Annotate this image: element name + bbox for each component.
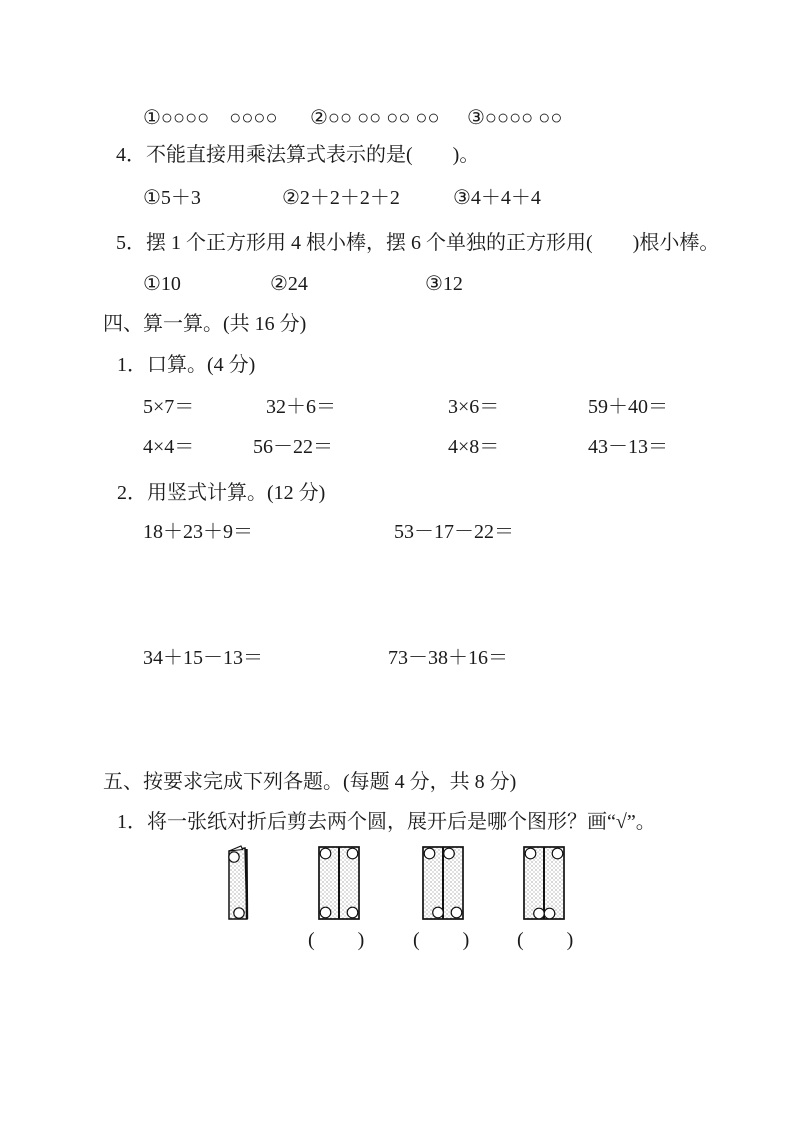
figure-unfolded-circles-staggered (422, 845, 464, 927)
oral-calc-title: 1．口算。(4 分) (117, 354, 256, 376)
section5-q1-stem: 1．将一张纸对折后剪去两个圆，展开后是哪个图形？画“√”。 (117, 811, 656, 833)
q5-option-2: ②24 (270, 273, 308, 295)
q4-option-2: ②2＋2＋2＋2 (282, 187, 400, 209)
q3-option-2: ②○○ ○○ ○○ ○○ (310, 107, 440, 129)
figure-folded-paper-two-circles-cut (226, 845, 250, 927)
oral-expr: 59＋40＝ (588, 396, 668, 418)
answer-blank: ( ) (413, 929, 471, 951)
q3-option-1: ①○○○○ ○○○○ (143, 107, 278, 129)
oral-expr: 5×7＝ (143, 396, 195, 418)
q3-option-3: ③○○○○ ○○ (467, 107, 563, 129)
figure-unfolded-circles-four-corners (318, 845, 360, 927)
vertical-expr: 53－17－22＝ (394, 521, 514, 543)
oral-expr: 32＋6＝ (266, 396, 336, 418)
vertical-calc-title: 2．用竖式计算。(12 分) (117, 482, 326, 504)
figure-unfolded-circles-top-corners-bottom-center (523, 845, 565, 927)
vertical-expr: 18＋23＋9＝ (143, 521, 253, 543)
section5-title: 五、按要求完成下列各题。(每题 4 分，共 8 分) (103, 771, 517, 793)
oral-expr: 3×6＝ (448, 396, 500, 418)
q4-option-1: ①5＋3 (143, 187, 201, 209)
q4-option-3: ③4＋4＋4 (453, 187, 541, 209)
q5-option-3: ③12 (425, 273, 463, 295)
oral-expr: 4×8＝ (448, 436, 500, 458)
oral-expr: 43－13＝ (588, 436, 668, 458)
answer-blank: ( ) (308, 929, 366, 951)
q4-stem: 4．不能直接用乘法算式表示的是( )。 (116, 144, 480, 166)
answer-blank: ( ) (517, 929, 575, 951)
vertical-expr: 73－38＋16＝ (388, 647, 508, 669)
vertical-expr: 34＋15－13＝ (143, 647, 263, 669)
q5-stem: 5．摆 1 个正方形用 4 根小棒，摆 6 个单独的正方形用( )根小棒。 (116, 232, 720, 254)
oral-expr: 4×4＝ (143, 436, 195, 458)
section4-title: 四、算一算。(共 16 分) (103, 313, 307, 335)
oral-expr: 56－22＝ (253, 436, 333, 458)
q5-option-1: ①10 (143, 273, 181, 295)
